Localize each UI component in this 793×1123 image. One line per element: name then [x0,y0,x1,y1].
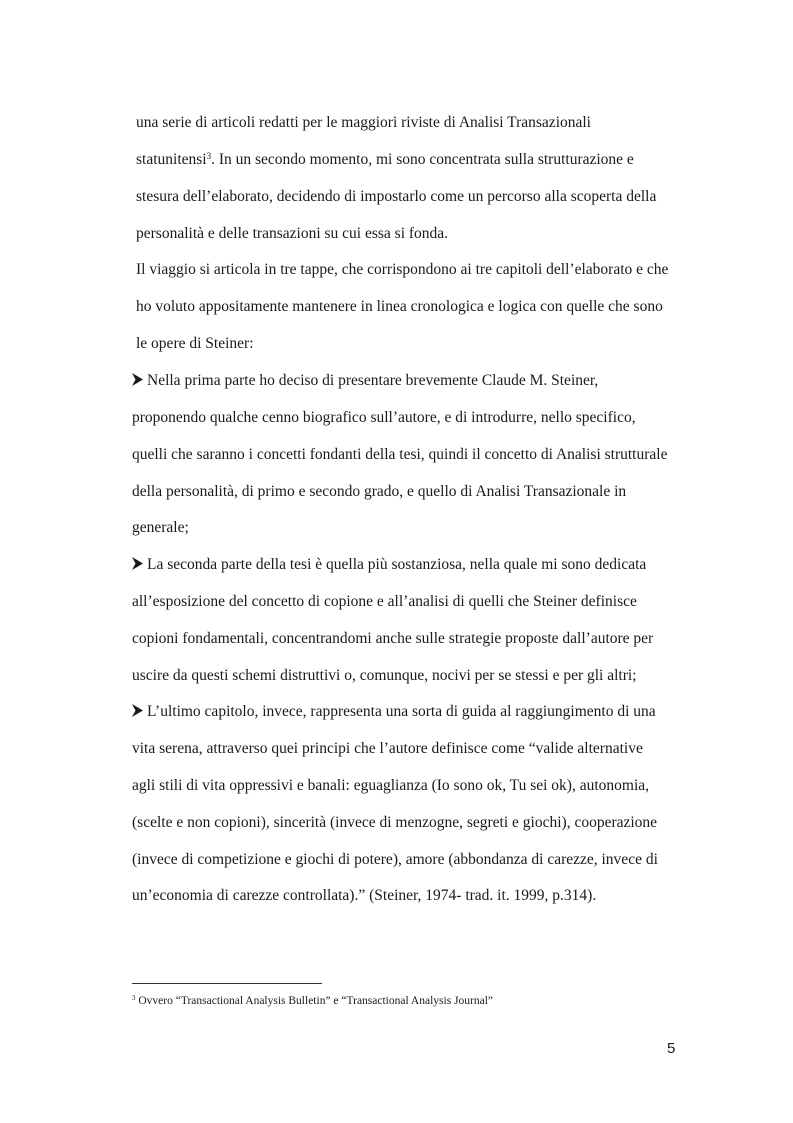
bullet-item-first-line [132,556,646,574]
bullet-text-line: all’esposizione del concetto di copione e all’analisi di quelli che Steiner definisce [132,593,637,610]
body-text-line: stesura dell’elaborato, decidendo di impostarlo come un percorso alla scoperta della [136,188,657,205]
body-text-line: personalità e delle transazioni su cui essa si fonda. [136,225,449,242]
bullet-text-line: (scelte e non copioni), sincerità (invece di menzogne, segreti e giochi), cooperazione [132,814,658,831]
bullet-text-line: (invece di competizione e giochi di potere), amore (abbondanza di carezze, invece di [132,851,658,868]
body-text-fragment: In un secondo momento, mi sono concentrata sulla strutturazione e [218,151,634,168]
body-text-line: una serie di articoli redatti per le maggiori riviste di Analisi Transazionali [136,114,591,131]
bullet-text: Nella prima parte ho deciso di presentare brevemente Claude M. Steiner, [147,372,599,389]
bullet-text-line: vita serena, attraverso quei principi che l’autore definisce come “valide alternative [132,740,643,757]
arrowhead-bullet-icon [132,557,143,570]
bullet-text-line: generale; [132,519,189,536]
punctuation: . [211,151,215,168]
body-text-line: le opere di Steiner: [136,335,254,352]
body-text-line [136,151,634,169]
bullet-text-line: un’economia di carezze controllata).” (Steiner, 1974- trad. it. 1999, p.314). [132,887,597,904]
footnote-text: Ovvero “Transactional Analysis Bulletin” e “Transactional Analysis Journal” [138,995,494,1007]
arrowhead-bullet-icon [132,373,143,386]
body-text-fragment: statunitensi [136,151,207,168]
bullet-item-first-line [132,372,598,390]
bullet-item-first-line [132,703,656,721]
body-text-line: ho voluto appositamente mantenere in linea cronologica e logica con quelle che sono [136,298,663,315]
bullet-text-line: proponendo qualche cenno biografico sull’autore, e di introdurre, nello specifico, [132,409,636,426]
bullet-text: L’ultimo capitolo, invece, rappresenta una sorta di guida al raggiungimento di una [147,703,656,720]
bullet-text-line: quelli che saranno i concetti fondanti della tesi, quindi il concetto di Analisi strutturale [132,446,668,463]
body-text-line: Il viaggio si articola in tre tappe, che corrispondono ai tre capitoli dell’elaborato e che [136,261,669,278]
page-number: 5 [667,1040,676,1057]
bullet-text-line: agli stili di vita oppressivi e banali: eguaglianza (Io sono ok, Tu sei ok), autonomia, [132,777,650,794]
bullet-text-line: della personalità, di primo e secondo grado, e quello di Analisi Transazionale in [132,483,627,500]
bullet-text: La seconda parte della tesi è quella più sostanziosa, nella quale mi sono dedicata [147,556,647,573]
footnote-separator [132,983,322,984]
footnote-marker: 3 [132,994,136,1002]
footnote [132,995,493,1007]
arrowhead-bullet-icon [132,704,143,717]
footnote-reference[interactable]: 3 [206,151,212,161]
bullet-text-line: copioni fondamentali, concentrandomi anche sulle strategie proposte dall’autore per [132,630,654,647]
bullet-text-line: uscire da questi schemi distruttivi o, comunque, nocivi per se stessi e per gli altri; [132,667,637,684]
